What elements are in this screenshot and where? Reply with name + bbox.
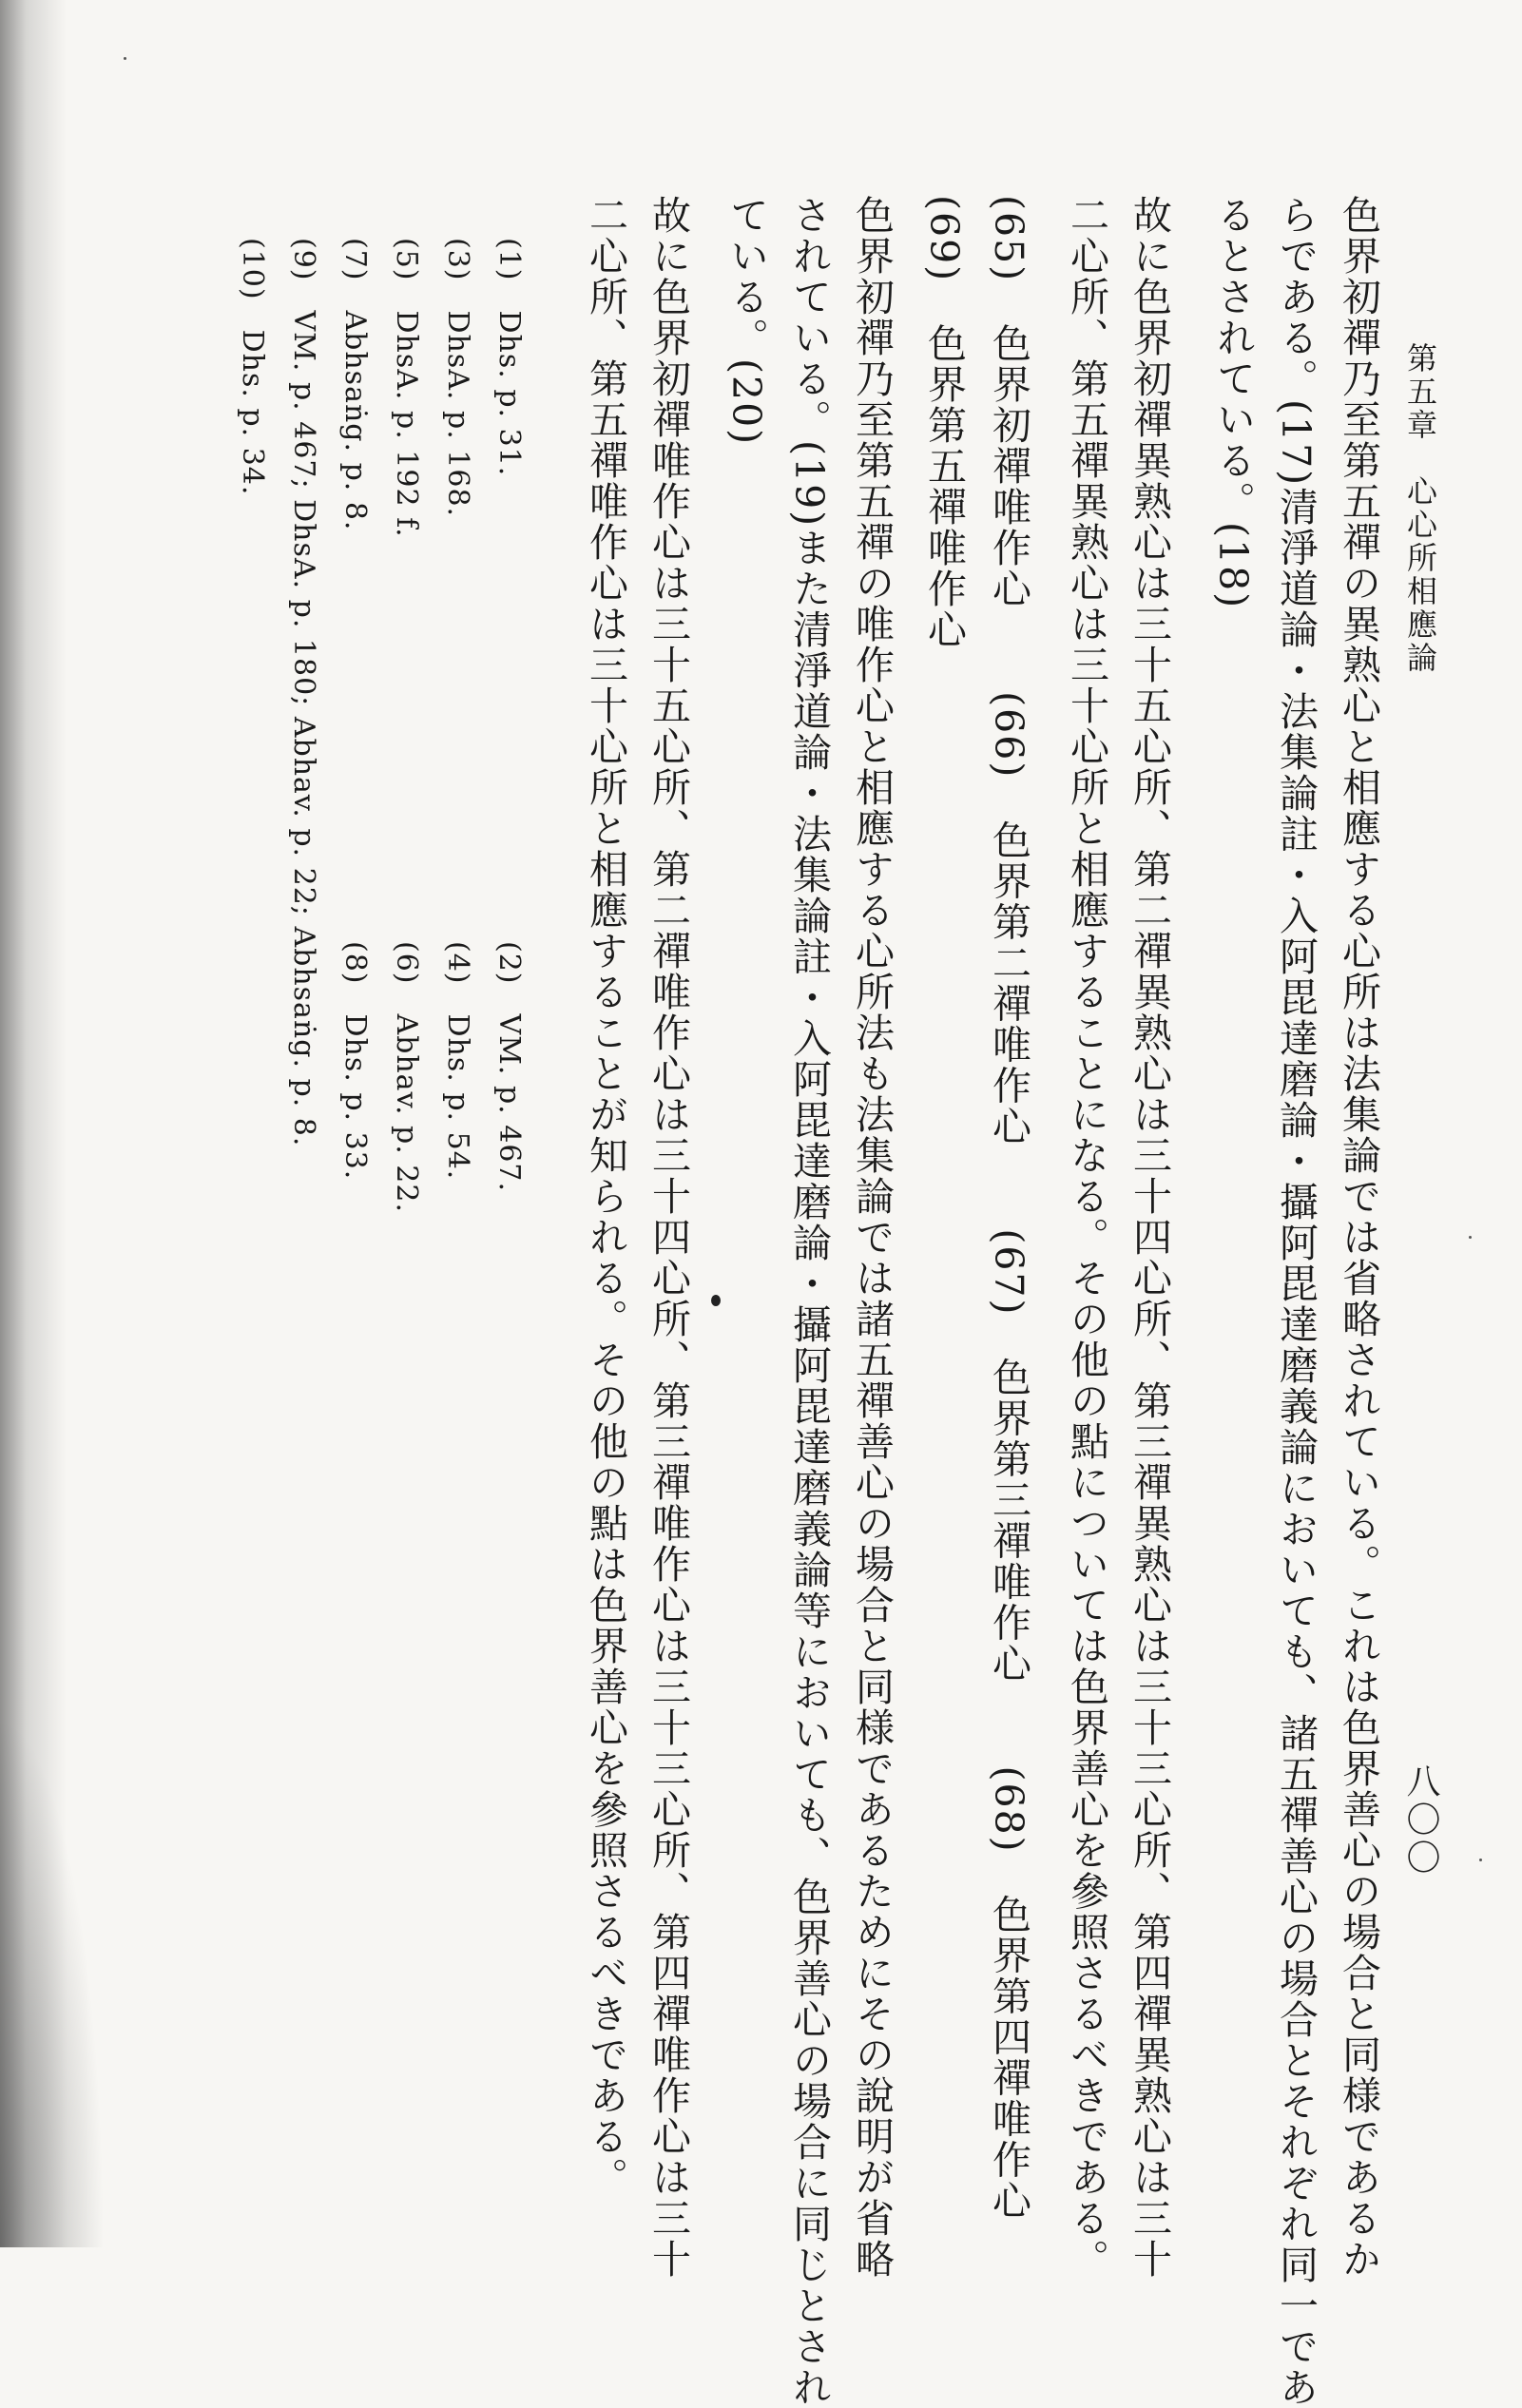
- footnote-6: (6) Abhav. p. 22.: [390, 941, 423, 1214]
- body-line-8: 色界初禪乃至第五禪の唯作心と相應する心所法も法集論では諸五禪善心の場合と同様であるためにその說明が省略: [849, 195, 895, 2280]
- footnote-9: (9) VM. p. 467; DhsA. p. 180; Abhav. p. 22; Abhsaṅg. p. 8.: [287, 238, 320, 1147]
- scan-speck: [1479, 1859, 1482, 1861]
- body-line-5: 二心所、第五禪異熟心は三十心所と相應することになる。その他の點については色界善心を參照さるべきである。: [1064, 195, 1109, 2280]
- body-line-4: 故に色界初禪異熟心は三十五心所、第二禪異熟心は三十四心所、第三禪異熟心は三十三心所、第四禪異熟心は三十: [1127, 195, 1172, 2280]
- scan-speck: [124, 57, 126, 60]
- body-line-11: 故に色界初禪唯作心は三十五心所、第二禪唯作心は三十四心所、第三禪唯作心は三十三心所、第四禪唯作心は三十: [645, 195, 691, 2280]
- body-line-1: 色界初禪乃至第五禪の異熟心と相應する心所は法集論では省略されている。これは色界善心の場合と同様であるか: [1336, 195, 1381, 2280]
- footnote-5: (5) DhsA. p. 192 f.: [390, 238, 423, 538]
- body-line-12: 二心所、第五禪唯作心は三十心所と相應することが知られる。その他の點は色界善心を參照さるべきである。: [583, 195, 628, 2198]
- footnote-10: (10) Dhs. p. 34.: [236, 238, 269, 496]
- running-head: 第五章 心心所相應論: [1402, 342, 1438, 675]
- footnote-8: (8) Dhs. p. 33.: [338, 941, 372, 1181]
- body-line-2: らである。(17)清淨道論・法集論註・入阿毘達磨論・攝阿毘達磨義論においても、諸五禪善心の場合とそれぞれ同一であ: [1273, 195, 1319, 2408]
- body-line-7: (69) 色界第五禪唯作心: [921, 195, 967, 651]
- footnote-7: (7) Abhsaṅg. p. 8.: [338, 238, 372, 531]
- scan-speck: [1469, 1236, 1472, 1239]
- body-line-9: されている。(19)また清淨道論・法集論註・入阿毘達磨論・攝阿毘達磨義論等においても、色界善心の場合に同じとされ: [786, 195, 832, 2408]
- ink-blot: [711, 1295, 721, 1306]
- body-line-10: ている。(20): [723, 195, 769, 447]
- body-line-6: (65) 色界初禪唯作心 (66) 色界第二禪唯作心 (67) 色界第三禪唯作心 (68) 色界第四禪唯作心: [986, 195, 1031, 2222]
- scan-shadow-bottom: [0, 1715, 105, 2247]
- page-number: 八〇〇: [1401, 1763, 1440, 1878]
- footnote-1: (1) Dhs. p. 31.: [492, 238, 526, 477]
- footnote-3: (3) DhsA. p. 168.: [441, 238, 474, 518]
- body-line-3: るとされている。(18): [1210, 195, 1256, 610]
- footnote-2: (2) VM. p. 467.: [492, 941, 526, 1193]
- footnote-4: (4) Dhs. p. 54.: [441, 941, 474, 1181]
